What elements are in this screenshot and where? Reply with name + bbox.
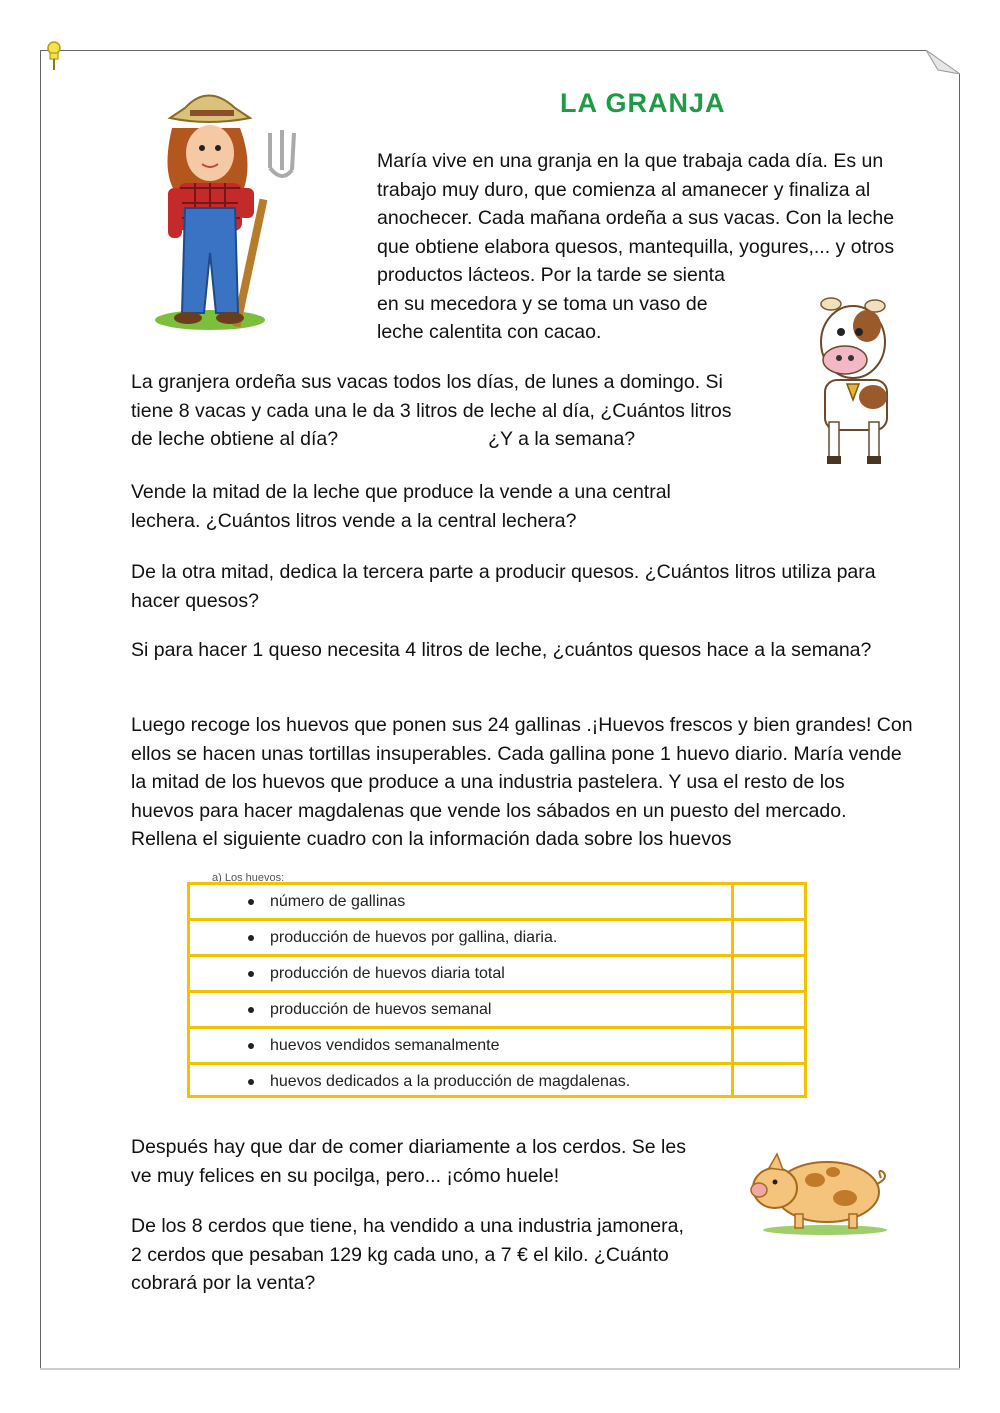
egg-answer-cell[interactable] xyxy=(733,885,805,920)
question-pigs-line: cobrará por la venta? xyxy=(131,1272,316,1294)
pigs-line: Después hay que dar de comer diariamente a los cerdos. Se les xyxy=(131,1136,686,1158)
egg-row-label: número de gallinas xyxy=(190,885,733,920)
egg-answer-cell[interactable] xyxy=(733,1064,805,1099)
question-pigs-line: 2 cerdos que pesaban 129 kg cada uno, a 7 € el kilo. ¿Cuánto xyxy=(131,1243,669,1266)
intro-line: María vive en una granja en la que trabaja cada día. Es un xyxy=(377,150,884,172)
eggs-line: huevos para hacer magdalenas que vende los sábados en un puesto del mercado. xyxy=(131,799,847,822)
egg-answer-cell[interactable] xyxy=(733,1028,805,1064)
eggs-line: Luego recoge los huevos que ponen sus 24 gallinas .¡Huevos frescos y bien grandes! Con xyxy=(131,714,913,736)
intro-line: en su mecedora y se toma un vaso de xyxy=(377,292,708,315)
question-milk xyxy=(131,368,791,454)
question-cheese-count xyxy=(131,636,941,665)
egg-table-cut-heading: a) Los huevos: xyxy=(212,872,285,882)
pig-illustration xyxy=(745,1148,893,1236)
intro-line: anochecer. Cada mañana ordeña a sus vacas. Con la leche xyxy=(377,207,895,229)
egg-row-label: huevos vendidos semanalmente xyxy=(190,1028,733,1064)
intro-line: que obtiene elabora quesos, mantequilla, yogures,... y otros xyxy=(377,235,895,258)
question-cheese-liters-line: hacer quesos? xyxy=(131,589,259,612)
egg-table xyxy=(187,882,807,1098)
question-milk-daily: de leche obtiene al día? xyxy=(131,428,339,450)
cow-illustration xyxy=(795,292,907,467)
question-half xyxy=(131,478,751,535)
table-row xyxy=(190,920,804,956)
table-row xyxy=(190,885,804,920)
question-pigs-line: De los 8 cerdos que tiene, ha vendido a una industria jamonera, xyxy=(131,1215,684,1237)
question-cheese-liters-line: De la otra mitad, dedica la tercera parte a producir quesos. ¿Cuántos litros utiliza para xyxy=(131,561,876,583)
table-row xyxy=(190,1028,804,1064)
pigs-paragraph xyxy=(131,1133,731,1190)
eggs-paragraph xyxy=(131,711,961,854)
eggs-line: ellos se hacen unas tortillas insuperables. Cada gallina pone 1 huevo diario. María vende xyxy=(131,742,902,765)
farmer-girl-illustration xyxy=(150,88,330,336)
question-milk-line: La granjera ordeña sus vacas todos los días, de lunes a domingo. Si xyxy=(131,371,723,393)
pigs-line: ve muy felices en su pocilga, pero... ¡cómo huele! xyxy=(131,1164,560,1187)
page-title: LA GRANJA xyxy=(560,88,726,118)
egg-row-label: producción de huevos diaria total xyxy=(190,956,733,992)
table-row xyxy=(190,1064,804,1099)
question-milk-line: tiene 8 vacas y cada una le da 3 litros de leche al día, ¿Cuántos litros xyxy=(131,399,732,422)
egg-row-label: producción de huevos por gallina, diaria. xyxy=(190,920,733,956)
eggs-line: Rellena el siguiente cuadro con la información dada sobre los huevos xyxy=(131,828,732,850)
question-cheese-liters xyxy=(131,558,941,615)
table-row xyxy=(190,956,804,992)
intro-line: leche calentita con cacao. xyxy=(377,321,602,343)
page-bottom-edge xyxy=(40,1368,960,1370)
question-cheese-count-line: Si para hacer 1 queso necesita 4 litros de leche, ¿cuántos quesos hace a la semana? xyxy=(131,639,872,661)
table-row xyxy=(190,992,804,1028)
eggs-line: la mitad de los huevos que produce a una industria pastelera. Y usa el resto de los xyxy=(131,771,845,793)
pushpin-icon xyxy=(43,40,65,72)
question-milk-weekly: ¿Y a la semana? xyxy=(488,428,636,450)
page-fold-corner xyxy=(926,50,960,74)
intro-line: productos lácteos. Por la tarde se sienta xyxy=(377,264,725,286)
egg-answer-cell[interactable] xyxy=(733,956,805,992)
egg-row-label: huevos dedicados a la producción de magdalenas. xyxy=(190,1064,733,1099)
egg-answer-cell[interactable] xyxy=(733,920,805,956)
egg-answer-cell[interactable] xyxy=(733,992,805,1028)
question-pigs xyxy=(131,1212,731,1298)
question-milk-line xyxy=(131,425,791,454)
question-half-line: lechera. ¿Cuántos litros vende a la central lechera? xyxy=(131,509,577,532)
egg-row-label: producción de huevos semanal xyxy=(190,992,733,1028)
question-half-line: Vende la mitad de la leche que produce la vende a una central xyxy=(131,481,671,503)
intro-line: trabajo muy duro, que comienza al amanecer y finaliza al xyxy=(377,178,871,201)
